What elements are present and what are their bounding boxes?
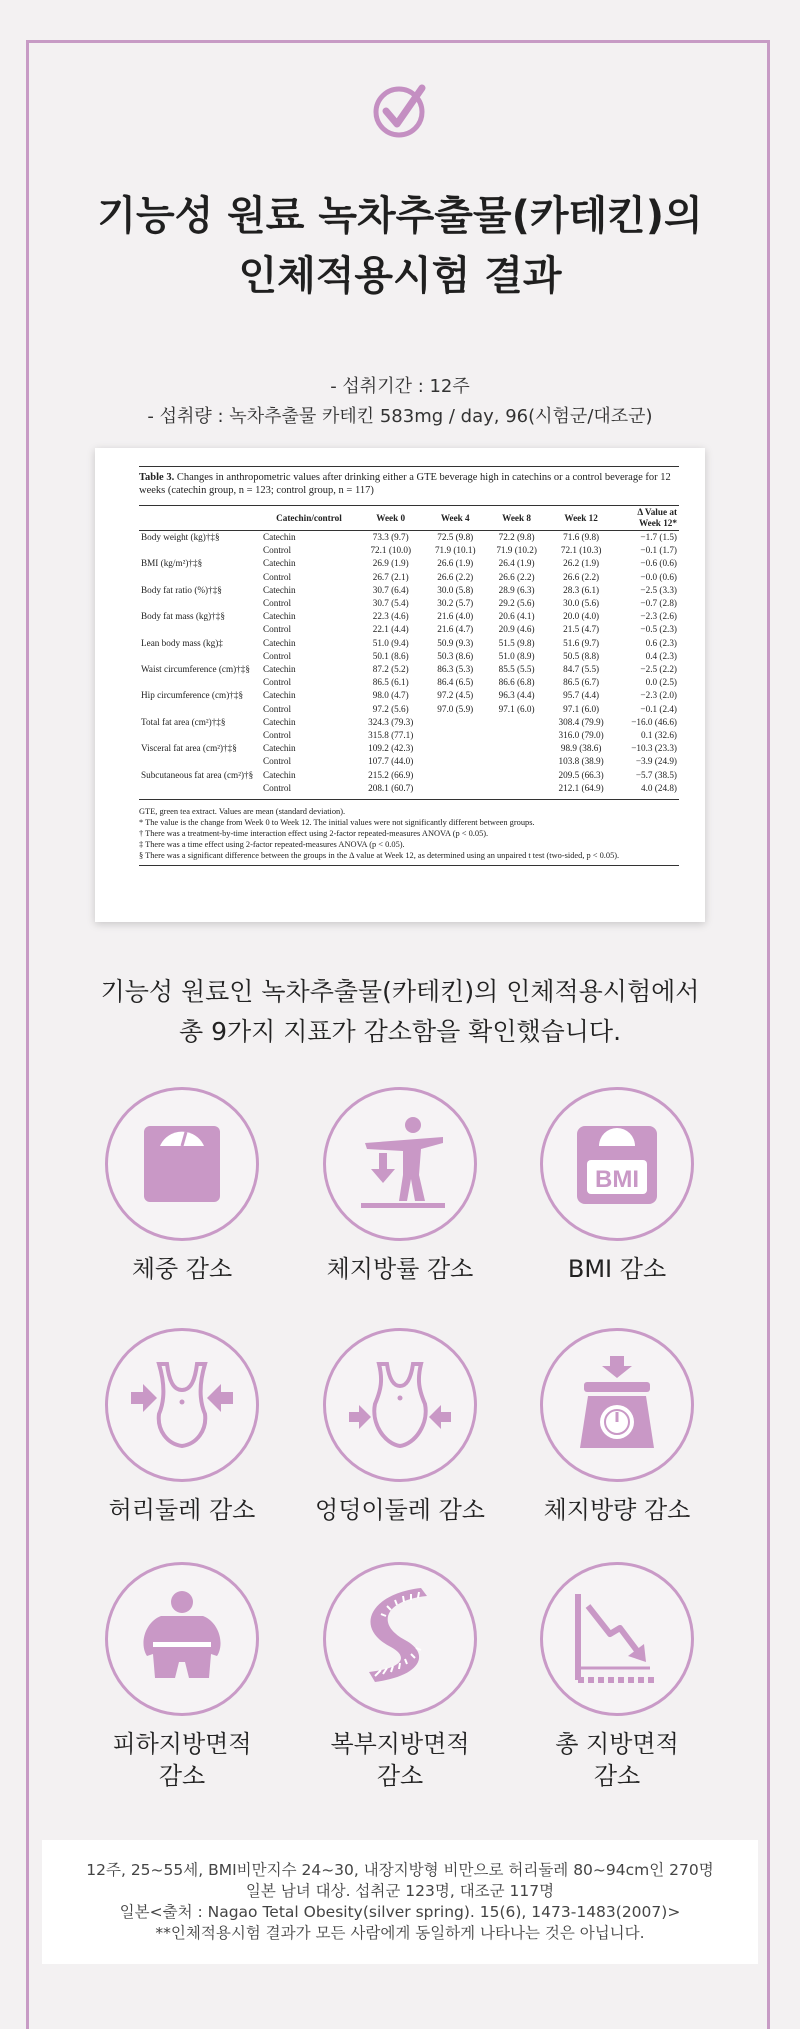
table-cell: 0.4 (2.3) <box>645 650 677 661</box>
table-cell: 308.4 (79.9) <box>558 716 604 727</box>
table-note: † There was a treatment-by-time interaction effect using 2-factor repeated-measures ANOVA (p < 0.05). <box>139 829 489 839</box>
table-cell <box>425 782 486 795</box>
table-cell: 26.2 (1.9) <box>563 558 600 569</box>
table-cell: 107.7 (44.0) <box>368 756 414 767</box>
table-cell: 86.5 (6.7) <box>563 677 600 688</box>
table-cell: 22.3 (4.6) <box>372 611 409 622</box>
table-cell <box>425 729 486 742</box>
table-cell <box>139 755 261 768</box>
table-row <box>139 769 679 782</box>
bmi-icon-text: BMI <box>595 1166 639 1193</box>
table-cell: Control <box>263 650 292 661</box>
waist-icon <box>127 1350 237 1460</box>
table-cell: 0.1 (32.6) <box>641 730 677 741</box>
table-cell: 315.8 (77.1) <box>368 730 414 741</box>
table-cell: 324.3 (79.3) <box>368 716 414 727</box>
table-row <box>139 584 679 597</box>
table-cell: Catechin <box>263 532 296 542</box>
table-cell: 21.6 (4.0) <box>437 611 474 622</box>
table-cell: 50.3 (8.6) <box>437 650 474 661</box>
decline-chart-icon <box>562 1584 672 1694</box>
table-cell: Catechin <box>263 584 296 595</box>
table-row <box>139 703 679 716</box>
table-cell: Total fat area (cm²)†‡§ <box>141 716 226 727</box>
indicator-label: 체중 감소 <box>131 1255 233 1283</box>
title-line-1: 기능성 원료 녹차추출물(카테킨)의 <box>97 193 703 239</box>
table-cell: 0.0 (2.5) <box>645 677 677 688</box>
summary-text <box>0 972 800 1052</box>
table-caption <box>139 471 679 497</box>
indicator-label: 엉덩이둘레 감소 <box>315 1496 485 1524</box>
table-cell: Control <box>263 756 292 767</box>
table-row <box>139 663 679 676</box>
table-cell <box>139 623 261 636</box>
indicator-hip <box>310 1328 490 1526</box>
table-caption-label: Table 3. <box>139 472 175 483</box>
table-cell <box>139 650 261 663</box>
indicator-subcutaneous-fat <box>92 1562 272 1792</box>
table-row <box>139 689 679 702</box>
table-cell: 51.6 (9.7) <box>563 637 600 648</box>
table-end-rule <box>139 865 679 866</box>
table-cell: Catechin <box>263 611 296 622</box>
table-cell <box>486 742 547 755</box>
bmi-icon <box>567 1114 667 1214</box>
indicator-weight <box>92 1087 272 1285</box>
table-cell <box>425 755 486 768</box>
table-cell: −0.6 (0.6) <box>640 558 677 569</box>
table-cell: 98.0 (4.7) <box>372 690 409 701</box>
table-cell: 316.0 (79.0) <box>558 730 604 741</box>
table-cell: 30.2 (5.7) <box>437 598 474 609</box>
table-cell: 86.5 (6.1) <box>372 677 409 688</box>
footnote-line-4: **인체적용시험 결과가 모든 사람에게 동일하게 나타나는 것은 아닙니다. <box>155 1924 645 1942</box>
table-notes <box>139 806 679 861</box>
table-row <box>139 557 679 570</box>
table-cell: 97.2 (4.5) <box>437 690 474 701</box>
table-cell: Control <box>263 703 292 714</box>
indicator-waist <box>92 1328 272 1526</box>
table-row <box>139 623 679 636</box>
table-cell: 71.9 (10.2) <box>496 545 537 556</box>
table-cell: 28.3 (6.1) <box>563 584 600 595</box>
table-cell: Subcutaneous fat area (cm²)†§ <box>141 769 254 780</box>
indicator-label-2: 감소 <box>376 1762 424 1790</box>
table-cell: Control <box>263 598 292 609</box>
indicator-label-2: 감소 <box>158 1762 206 1790</box>
footnote-line-2: 일본 남녀 대상. 섭취군 123명, 대조군 117명 <box>245 1882 555 1900</box>
footnote-line-1: 12주, 25~55세, BMI비만지수 24~30, 내장지방형 비만으로 허리둘레 80~94cm인 270명 <box>86 1861 714 1879</box>
table-cell: Catechin <box>263 664 296 675</box>
table-cell: 85.5 (5.5) <box>498 664 535 675</box>
table-cell: Catechin <box>263 743 296 754</box>
table-cell: Waist circumference (cm)†‡§ <box>141 664 250 675</box>
table-cell: 28.9 (6.3) <box>498 584 535 595</box>
table-cell <box>139 782 261 795</box>
table-caption-text: Changes in anthropometric values after drinking either a GTE beverage high in catechins or a control beverage for 12 weeks (catechin group, n = 123; control group, n = 117) <box>139 472 671 496</box>
table-cell <box>425 769 486 782</box>
indicator-total-fat <box>527 1562 707 1792</box>
indicator-bmi <box>527 1087 707 1285</box>
table-cell: Catechin <box>263 716 296 727</box>
table-header-cell: Week 8 <box>502 512 532 523</box>
table-cell: 86.4 (6.5) <box>437 677 474 688</box>
table-cell <box>139 676 261 689</box>
table-cell: 20.9 (4.6) <box>498 624 535 635</box>
footnote-line-3: 일본<출처 : Nagao Tetal Obesity(silver spring). 15(6), 1473-1483(2007)> <box>119 1903 681 1921</box>
table-cell: 208.1 (60.7) <box>368 782 414 793</box>
table-cell: −0.1 (1.7) <box>640 545 677 556</box>
table-cell <box>486 716 547 729</box>
table-cell: Body fat mass (kg)†‡§ <box>141 611 225 622</box>
table-cell: 87.2 (5.2) <box>372 664 409 675</box>
table-cell: 109.2 (42.3) <box>368 743 414 754</box>
table-cell: 96.3 (4.4) <box>498 690 535 701</box>
intake-amount: - 섭취량 : 녹차추출물 카테킨 583mg / day, 96(시험군/대조군) <box>147 406 653 427</box>
table-row <box>139 676 679 689</box>
check-circle-icon <box>372 82 428 138</box>
title-line-2: 인체적용시험 결과 <box>238 253 562 299</box>
hip-icon <box>345 1350 455 1460</box>
table-cell: 50.9 (9.3) <box>437 637 474 648</box>
table-cell: 26.6 (1.9) <box>437 558 474 569</box>
indicator-label: 체지방량 감소 <box>543 1496 691 1524</box>
table-cell: 26.7 (2.1) <box>372 571 409 582</box>
table-row <box>139 571 679 584</box>
indicator-label: 복부지방면적 <box>330 1730 470 1758</box>
table-header-cell: Δ Value at Week 12* <box>637 507 677 528</box>
table-cell: Catechin <box>263 558 296 569</box>
table-row <box>139 729 679 742</box>
table-cell: Control <box>263 624 292 635</box>
table-cell: 50.1 (8.6) <box>372 650 409 661</box>
indicator-label: BMI 감소 <box>567 1255 667 1283</box>
research-table-image <box>95 448 705 922</box>
table-cell <box>139 544 261 557</box>
table-row <box>139 597 679 610</box>
table-cell: 97.1 (6.0) <box>563 703 600 714</box>
table-cell: 103.8 (38.9) <box>558 756 604 767</box>
table-cell: 97.1 (6.0) <box>498 703 535 714</box>
table-bottom-rule <box>139 799 679 800</box>
table-header-row <box>139 506 679 531</box>
summary-line-2: 총 9가지 지표가 감소함을 확인했습니다. <box>178 1017 622 1046</box>
summary-line-1: 기능성 원료인 녹차추출물(카테킨)의 인체적용시험에서 <box>100 977 700 1006</box>
table-cell: 71.9 (10.1) <box>434 545 476 556</box>
table-cell: −2.5 (2.2) <box>640 664 677 675</box>
table-cell: Control <box>263 730 292 741</box>
kitchen-scale-icon <box>562 1350 672 1460</box>
table-note: § There was a significant difference between the groups in the Δ value at Week 12, as determined using an unpaired t test (two-sided, p < 0.05). <box>139 851 620 861</box>
table-cell: 95.7 (4.4) <box>563 690 600 701</box>
table-note: * The value is the change from Week 0 to Week 12. The initial values were not significantly different between groups. <box>139 818 535 828</box>
tape-measure-icon <box>345 1584 455 1694</box>
table-row <box>139 716 679 729</box>
table-cell <box>486 729 547 742</box>
table-cell: 30.7 (6.4) <box>372 584 409 595</box>
table-header-cell: Week 0 <box>376 512 406 523</box>
table-row <box>139 742 679 755</box>
table-cell: 51.0 (9.4) <box>372 637 409 648</box>
indicator-body-fat-mass <box>527 1328 707 1526</box>
table-cell: BMI (kg/m²)†‡§ <box>141 558 203 569</box>
table-cell <box>139 729 261 742</box>
indicator-abdominal-fat <box>310 1562 490 1792</box>
table-cell: Visceral fat area (cm²)†‡§ <box>141 743 237 754</box>
table-cell: 84.7 (5.5) <box>563 664 600 675</box>
table-cell: −5.7 (38.5) <box>635 769 677 780</box>
table-cell: Control <box>263 571 292 582</box>
table-cell: Control <box>263 782 292 793</box>
indicator-label: 체지방률 감소 <box>326 1255 474 1283</box>
table-cell: 0.6 (2.3) <box>645 637 677 648</box>
body-fat-ratio-icon <box>345 1109 455 1219</box>
table-cell: −16.0 (46.6) <box>631 716 677 727</box>
table-row <box>139 755 679 768</box>
table-cell: Control <box>263 545 292 556</box>
table-header-cell <box>139 506 261 531</box>
table-header-cell: Catechin/control <box>276 512 342 523</box>
table-cell: −2.3 (2.6) <box>640 611 677 622</box>
table-cell: 97.2 (5.6) <box>372 703 409 714</box>
table-row <box>139 531 679 544</box>
table-cell: 51.5 (9.8) <box>498 637 535 648</box>
intake-info <box>0 372 800 432</box>
table-cell: −0.7 (2.8) <box>640 598 677 609</box>
table-cell <box>425 716 486 729</box>
table-row <box>139 782 679 795</box>
table-cell: 30.7 (5.4) <box>372 598 409 609</box>
table-cell: 26.6 (2.2) <box>563 571 600 582</box>
table-cell: 72.2 (9.8) <box>498 532 535 542</box>
table-cell: −0.0 (0.6) <box>640 571 677 582</box>
table-cell: 72.1 (10.0) <box>370 545 412 556</box>
study-footnote <box>42 1840 758 1964</box>
table-cell: 26.9 (1.9) <box>372 558 409 569</box>
table-note: GTE, green tea extract. Values are mean (standard deviation). <box>139 807 346 817</box>
table-cell: 97.0 (5.9) <box>437 703 474 714</box>
table-cell: −1.7 (1.5) <box>640 532 677 542</box>
table-cell: 30.0 (5.8) <box>437 584 474 595</box>
table-cell <box>486 782 547 795</box>
table-cell: 29.2 (5.6) <box>498 598 535 609</box>
table-cell: 86.3 (5.3) <box>437 664 474 675</box>
table-cell: 21.6 (4.7) <box>437 624 474 635</box>
table-cell: 20.6 (4.1) <box>498 611 535 622</box>
table-cell: 26.4 (1.9) <box>498 558 535 569</box>
table-cell: −0.1 (2.4) <box>640 703 677 714</box>
indicator-label: 허리둘레 감소 <box>108 1496 256 1524</box>
scale-icon <box>132 1114 232 1214</box>
table-cell: Body fat ratio (%)†‡§ <box>141 584 222 595</box>
table-cell <box>139 597 261 610</box>
table-cell: 21.5 (4.7) <box>563 624 600 635</box>
table-cell <box>139 703 261 716</box>
indicator-label: 총 지방면적 <box>555 1730 679 1758</box>
table-cell: 22.1 (4.4) <box>372 624 409 635</box>
table-cell: −10.3 (23.3) <box>631 743 677 754</box>
intake-period: - 섭취기간 : 12주 <box>330 376 470 397</box>
table-cell: −2.5 (3.3) <box>640 584 677 595</box>
table-cell: 72.1 (10.3) <box>560 545 602 556</box>
table-row <box>139 544 679 557</box>
anthropometric-table <box>139 506 679 795</box>
table-row <box>139 610 679 623</box>
table-cell <box>139 571 261 584</box>
table-cell: Lean body mass (kg)‡ <box>141 637 223 648</box>
table-note: ‡ There was a time effect using 2-factor repeated-measures ANOVA (p < 0.05). <box>139 840 405 850</box>
table-cell: 51.0 (8.9) <box>498 650 535 661</box>
table-cell: 209.5 (66.3) <box>558 769 604 780</box>
table-cell: 71.6 (9.8) <box>563 532 600 542</box>
table-cell: −2.3 (2.0) <box>640 690 677 701</box>
table-cell: 26.6 (2.2) <box>437 571 474 582</box>
table-cell: Catechin <box>263 769 296 780</box>
table-cell: 215.2 (66.9) <box>368 769 414 780</box>
table-cell: 20.0 (4.0) <box>563 611 600 622</box>
table-cell: 212.1 (64.9) <box>558 782 604 793</box>
table-cell: −3.9 (24.9) <box>635 756 677 767</box>
table-cell: 4.0 (24.8) <box>641 782 677 793</box>
page-title <box>0 186 800 306</box>
table-cell: 98.9 (38.6) <box>560 743 602 754</box>
table-cell: Catechin <box>263 637 296 648</box>
table-top-rule <box>139 466 679 467</box>
table-cell: 72.5 (9.8) <box>437 532 474 542</box>
table-row <box>139 637 679 650</box>
table-row <box>139 650 679 663</box>
indicator-body-fat-ratio <box>310 1087 490 1285</box>
table-cell <box>425 742 486 755</box>
table-cell: 50.5 (8.8) <box>563 650 600 661</box>
table-cell: Body weight (kg)†‡§ <box>141 532 220 542</box>
table-cell: Control <box>263 677 292 688</box>
table-cell: Hip circumference (cm)†‡§ <box>141 690 244 701</box>
indicator-label-2: 감소 <box>593 1762 641 1790</box>
table-cell: 86.6 (6.8) <box>498 677 535 688</box>
table-cell: 73.3 (9.7) <box>372 532 409 542</box>
table-cell: 30.0 (5.6) <box>563 598 600 609</box>
obese-body-icon <box>127 1584 237 1694</box>
table-header-cell: Week 4 <box>440 512 470 523</box>
indicator-label: 피하지방면적 <box>112 1730 252 1758</box>
table-cell <box>486 769 547 782</box>
table-cell: 26.6 (2.2) <box>498 571 535 582</box>
table-header-cell: Week 12 <box>564 512 598 523</box>
table-cell <box>486 755 547 768</box>
table-cell: −0.5 (2.3) <box>640 624 677 635</box>
table-cell: Catechin <box>263 690 296 701</box>
